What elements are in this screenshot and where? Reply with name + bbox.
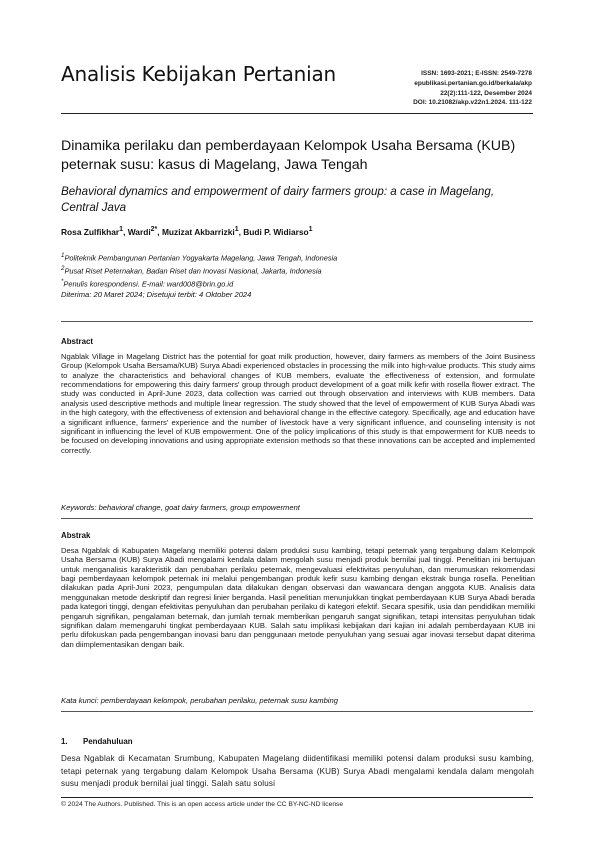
affiliation-text: Pusat Riset Peternakan, Badan Riset dan Inovasi Nasional, Jakarta, Indonesia [64,266,322,276]
header-divider [61,113,533,114]
abstrak-bottom-divider [61,711,533,712]
keywords-text: behavioral change, goat dairy farmers, group empowerment [98,503,300,512]
received-accepted-dates: Diterima: 20 Maret 2024; Disetujui terbit: 4 Oktober 2024 [61,290,252,299]
author-affiliation-mark: 1 [119,226,124,233]
corresponding-author [61,277,337,290]
affiliation-item [61,251,337,264]
abstrak-body: Desa Ngablak di Kabupaten Magelang memiliki potensi dalam produksi susu kambing, tetapi peternak yang tergabung dalam Kelompok Usaha Bersama (KUB) Surya Abadi mengalami kendala dalam mengolah susu menjadi produk bernilai jual tinggi. Penelitian ini bertujuan untuk menganalisis karakteristik dan perubahan perilaku peternak, mengevaluasi efektivitas penyuluhan, dan merumuskan rekomendasi bagi pemberdayaan kelompok peternak ini melalui pengembangan produk kefir susu kambing dengan ekstrak bunga rosella. Penelitian dilakukan pada April-Juni 2023, pengumpulan data dilakukan dengan observasi dan wawancara dengan anggota KUB. Analisis data menggunakan metode deskriptif dan regresi linier berganda. Hasil penelitian menunjukkan tingkat pemberdayaan KUB Surya Abadi berada pada kategori tinggi, dengan efektivitas penyuluhan dan perubahan perilaku di kategori efektif. Secara spesifik, usia dan pendidikan memiliki pengaruh signifikan, pengalaman beternak, dan jumlah ternak memberikan pengaruh sangat signifikan, tetapi intensitas penyuluhan tidak signifikan dalam memengaruhi tingkat pemberdayaan KUB. Salah satu implikasi kebijakan dari kajian ini adalah pemberdayaan KUB ini perlu difokuskan pada pengembangan inovasi baru dan penggunaan metode penyuluhan yang sesuai agar inovasi tersebut dapat diterima dan diimplementasikan dengan baik. [61,546,535,649]
journal-name: Analisis Kebijakan Pertanian [61,62,337,86]
author-affiliation-mark: 2* [150,226,158,233]
kata-kunci-label: Kata kunci: [61,696,99,705]
abstract-top-divider [61,321,533,322]
affiliation-mark: 2 [61,264,65,272]
section-heading-introduction [61,737,133,746]
abstract-body: Ngablak Village in Magelang District has the potential for goat milk production, however, dairy farmers as members of the Joint Business Group (Kelompok Usaha Bersama/KUB) Surya Abadi experienced obstacles in processing the milk into high-value products. This study aims to analyze the characteristics and behavioral changes of KUB members, evaluate the effectiveness of extension, and formulate recommendations for empowering this dairy farmers' group through product development of a goat milk kefir with rosella flower extract. The study was conducted in April-June 2023, data collection was carried out through observation and interviews with KUB members. Data analysis used descriptive methods and multiple linear regression. The study showed that the level of empowerment of KUB Surya Abadi was in the high category, with the effectiveness of extension and behavioral change in the effective category. Specifically, age and education have a significant influence, farmers' experience and the number of livestock have a very significant influence, and counseling intensity is not significant in influencing the level of KUB empowerment. One of the policy implications of this study is that empowerment for KUB needs to be focused on developing innovations and using appropriate extension methods so that these innovations can be accepted and implemented correctly. [61,352,535,455]
article-title: Dinamika perilaku dan pemberdayaan Kelompok Usaha Bersama (KUB) peternak susu: kasus di Magelang, Jawa Tengah [61,138,516,173]
section-number: 1. [61,737,68,746]
affiliation-text: Politeknik Pembangunan Pertanian Yogyakarta Magelang, Jawa Tengah, Indonesia [64,253,338,263]
section-title: Pendahuluan [83,737,133,746]
author-affiliation-mark: 1 [234,226,239,233]
abstract-bottom-divider [61,518,533,519]
author-name: Budi P. Widiarso [243,226,309,237]
doi-line[interactable]: DOI: 10.21082/akp.v22n1.2024. 111-122 [413,99,532,107]
affiliation-mark: 1 [61,252,65,259]
volume-line: 22(2):111-122, Desember 2024 [440,89,532,97]
kata-kunci-line [61,696,338,705]
abstrak-heading: Abstrak [61,531,91,540]
license-notice[interactable]: © 2024 The Authors. Published. This is an open access article under the CC BY-NC-ND license [61,801,344,808]
keywords-line [61,503,300,512]
affiliations [61,251,337,290]
affiliation-mark: * [61,277,64,285]
author-name: Muzizat Akbarrizki [161,226,235,237]
affiliation-text: Penulis korespondensi. E-mail: ward008@brin.go.id [63,279,234,289]
kata-kunci-text: pemberdayaan kelompok, perubahan perilaku, peternak susu kambing [100,696,338,705]
journal-meta [413,69,532,108]
article-title-english: Behavioral dynamics and empowerment of dairy farmers group: a case in Magelang, Central Java [61,185,495,214]
issn-line: ISSN: 1693-2021; E-ISSN: 2549-7278 [421,70,532,77]
author-list: Rosa Zulfikhar$^1$, Wardi$^{2*}$, Muzizat Akbarrizki$^1$, Budi P. Widiarso$^1$ [61,226,313,237]
author-name: Wardi [127,226,151,237]
affiliation-item [61,264,337,277]
keywords-label: Keywords: [61,503,97,512]
introduction-body: Desa Ngablak di Kecamatan Srumbung, Kabupaten Magelang diidentifikasi memiliki potensi dalam produksi susu kambing, tetapi peternak yang tergabung dalam Kelompok Usaha Bersama (KUB) Surya Abadi mengalami kendala dalam mengolah susu menjadi produk bernilai jual tinggi. Salah satu solusi [61,754,534,789]
author-affiliation-mark: 1 [308,226,313,233]
journal-url[interactable]: epublikasi.pertanian.go.id/berkala/akp [414,79,532,87]
abstract-heading: Abstract [61,337,94,346]
footer-divider [61,797,533,798]
author-name: Rosa Zulfikhar [61,226,120,237]
